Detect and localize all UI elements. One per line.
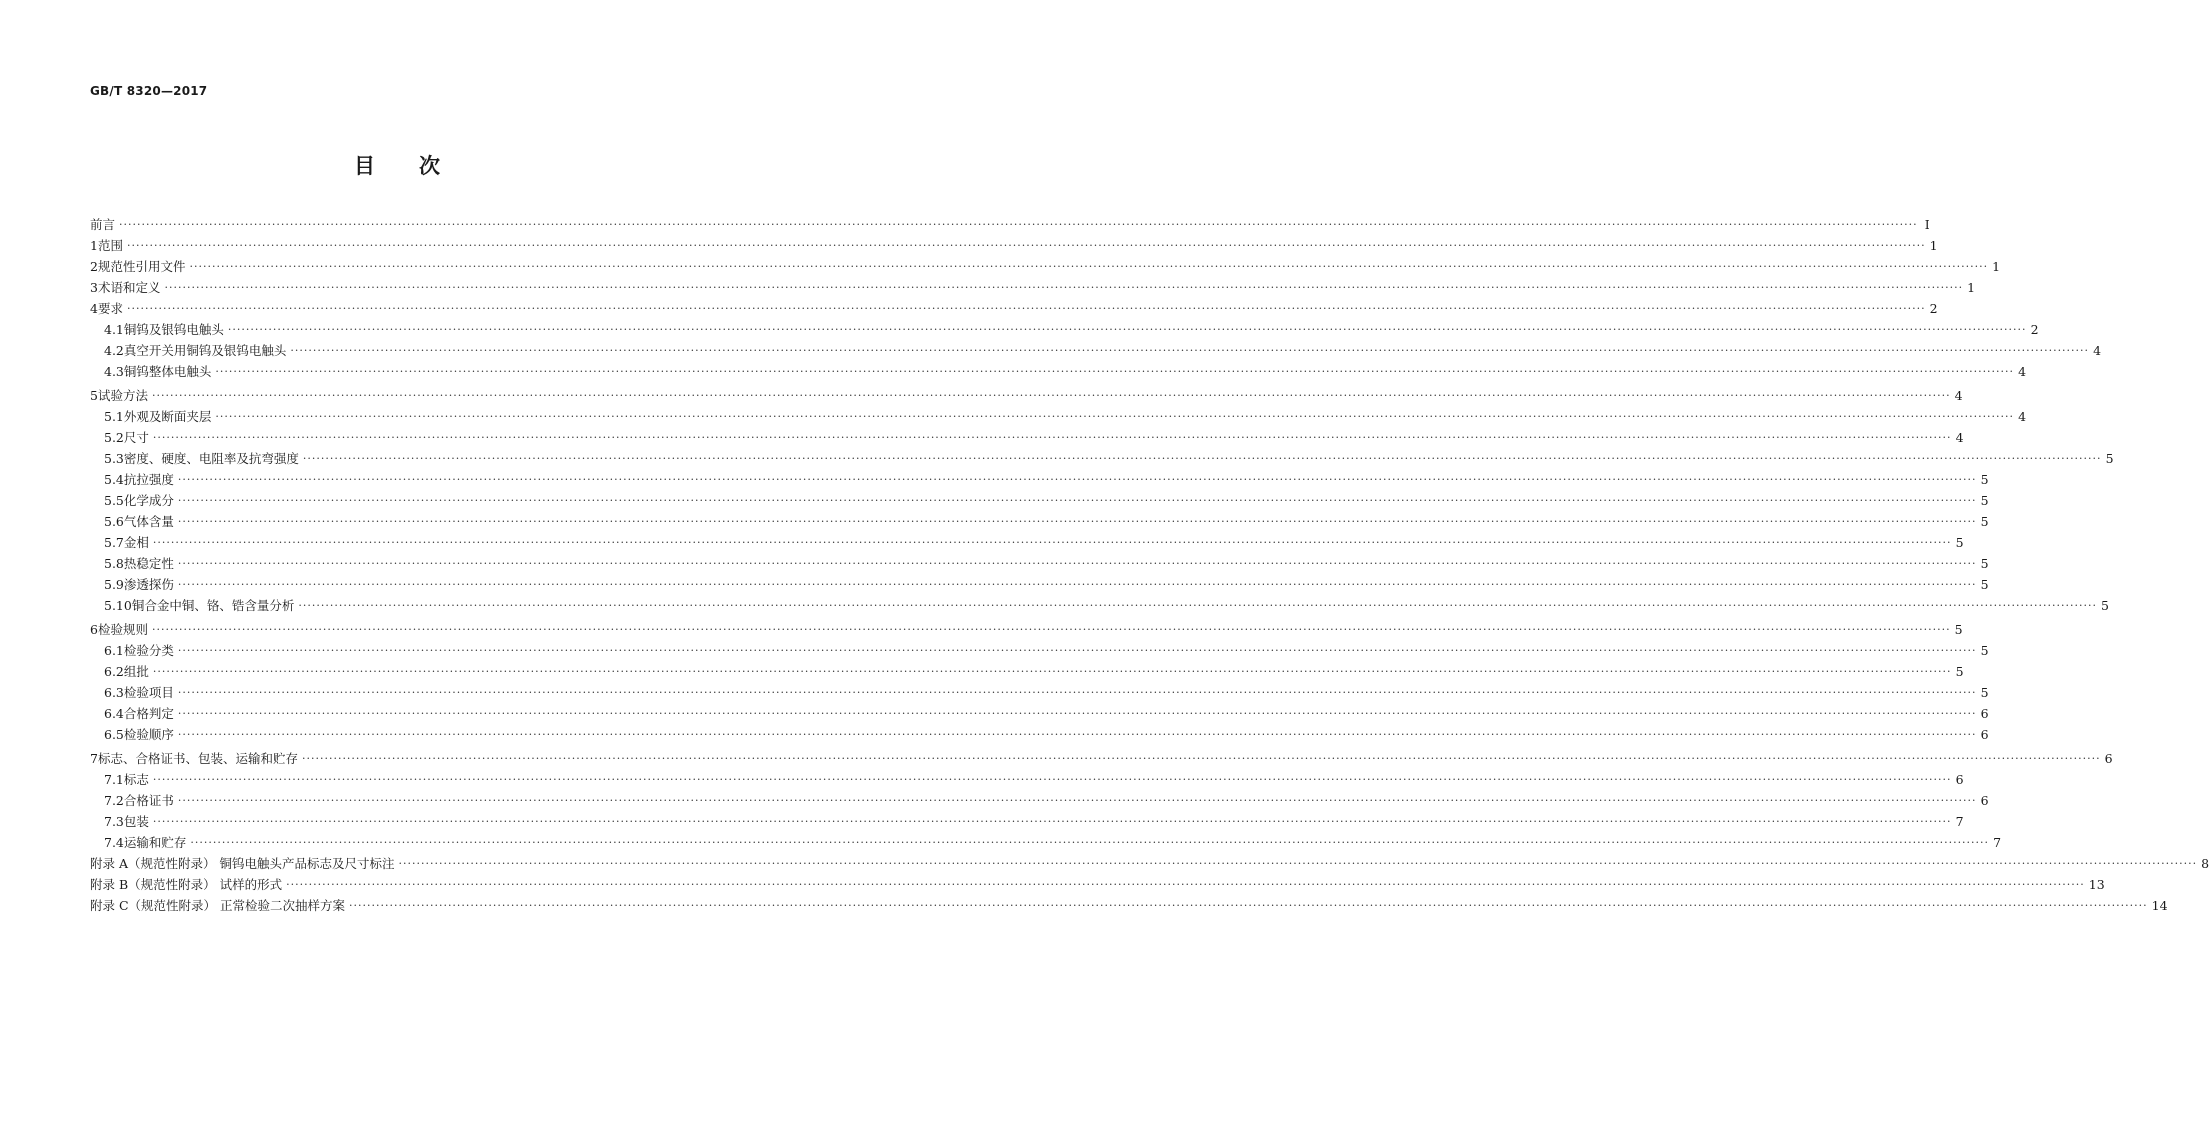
dot-leader: ················································································································································································································································································································································································································ [177, 578, 1977, 591]
dot-leader: ················································································································································································································································································································································································································ [119, 218, 1918, 231]
toc-entry[interactable] [90, 386, 1963, 407]
toc-entry[interactable] [90, 812, 1964, 833]
dot-leader: ················································································································································································································································································································································································································ [177, 473, 1977, 486]
toc-entry-page: 6 [1955, 772, 1964, 787]
toc-entry-number: 7.2 [104, 793, 124, 808]
toc-entry-page: 14 [2151, 898, 2168, 913]
dot-leader: ················································································································································································································································································································································································································ [152, 665, 1952, 678]
toc-entry-number: 7 [90, 751, 98, 766]
toc-entry-page: 4 [2018, 364, 2027, 379]
dot-leader: ················································································································································································································································································································································································································ [177, 494, 1977, 507]
toc-entry-label: 检验顺序 [123, 727, 174, 742]
toc-entry-label: 包装 [123, 814, 149, 829]
toc-entry[interactable] [90, 533, 1964, 554]
toc-entry-label: 气体含量 [123, 514, 174, 529]
toc-entry-page: 2 [1929, 301, 1938, 316]
toc-entry-page: 7 [1993, 835, 2002, 850]
dot-leader: ················································································································································································································································································································································································································ [177, 644, 1977, 657]
toc-entry-label: 范围 [97, 238, 123, 253]
title-char: 目 [354, 154, 375, 178]
toc-entry[interactable] [90, 215, 1930, 236]
toc-entry-page: 6 [1980, 727, 1989, 742]
title-char: 次 [419, 154, 440, 178]
toc-entry[interactable] [90, 278, 1976, 299]
dot-leader: ················································································································································································································································································································································································································ [215, 365, 2015, 378]
dot-leader: ················································································································································································································································································································································································································ [152, 815, 1952, 828]
toc-entry-number: 4.1 [104, 322, 124, 337]
toc-entry-label: 检验项目 [123, 685, 174, 700]
toc-entry-number: 5.2 [104, 430, 124, 445]
toc-entry-page: 6 [2104, 751, 2113, 766]
toc-entry[interactable] [90, 449, 2114, 470]
toc-entry-label: 抗拉强度 [123, 472, 174, 487]
toc-entry-label: 渗透探伤 [123, 577, 174, 592]
toc-entry-page: 1 [1967, 280, 1976, 295]
toc-entry-label: 术语和定义 [97, 280, 161, 295]
toc-entry-number: 7.4 [104, 835, 124, 850]
toc-entry-label: 合格判定 [123, 706, 174, 721]
toc-entry-page: 6 [1980, 706, 1989, 721]
dot-leader: ················································································································································································································································································································································································································ [177, 686, 1977, 699]
toc-entry-page: 5 [1955, 535, 1964, 550]
toc-entry-number: 6.3 [104, 685, 124, 700]
toc-entry[interactable] [90, 554, 1989, 575]
page-title [0, 150, 794, 180]
toc-entry-label: 真空开关用铜钨及银钨电触头 [123, 343, 287, 358]
dot-leader: ················································································································································································································································································································································································································ [151, 389, 1951, 402]
dot-leader: ················································································································································································································································································································································································································ [302, 452, 2102, 465]
toc-entry-label: 检验规则 [97, 622, 148, 637]
toc-entry-number: 5.4 [104, 472, 124, 487]
toc-entry[interactable] [90, 470, 1989, 491]
toc-entry-number: 3 [90, 280, 98, 295]
toc-entry[interactable] [90, 299, 1938, 320]
toc-entry[interactable] [90, 362, 2027, 383]
toc-entry-page: 6 [1980, 793, 1989, 808]
toc-entry[interactable] [90, 341, 2102, 362]
toc-entry-number: 7.1 [104, 772, 124, 787]
toc-entry-number: 5.9 [104, 577, 124, 592]
toc-entry-page: 7 [1955, 814, 1964, 829]
toc-entry-label: 密度、硬度、电阻率及抗弯强度 [123, 451, 299, 466]
toc-entry[interactable] [90, 407, 2027, 428]
toc-entry-label: 附录 A（规范性附录） 铜钨电触头产品标志及尺寸标注 [90, 856, 395, 871]
toc-entry-number: 4.3 [104, 364, 124, 379]
toc-entry-page: 5 [1980, 643, 1989, 658]
toc-entry-number: 5.5 [104, 493, 124, 508]
dot-leader: ················································································································································································································································································································································································································ [215, 410, 2015, 423]
dot-leader: ················································································································································································································································································································································································································ [290, 344, 2090, 357]
toc-entry[interactable] [90, 725, 1989, 746]
dot-leader: ················································································································································································································································································································································································································ [152, 536, 1952, 549]
toc-entry-number: 7.3 [104, 814, 124, 829]
toc-entry-page: 4 [2018, 409, 2027, 424]
dot-leader: ················································································································································································································································································································································································································ [349, 899, 2148, 912]
dot-leader: ················································································································································································································································································································································································································ [177, 515, 1977, 528]
toc-entry-page: 5 [1980, 493, 1989, 508]
toc-entry[interactable] [90, 491, 1989, 512]
toc-entry-label: 检验分类 [123, 643, 174, 658]
toc-entry-label: 标志、合格证书、包装、运输和贮存 [97, 751, 298, 766]
toc-entry-number: 5.6 [104, 514, 124, 529]
toc-entry[interactable] [90, 662, 1964, 683]
toc-entry-page: 1 [1992, 259, 2001, 274]
toc-entry[interactable] [90, 428, 1964, 449]
toc-entry-label: 要求 [97, 301, 123, 316]
toc-entry-label: 铜钨整体电触头 [123, 364, 212, 379]
toc-entry[interactable] [90, 320, 2039, 341]
dot-leader: ················································································································································································································································································································································································································ [164, 281, 1964, 294]
toc-entry[interactable] [90, 683, 1989, 704]
toc-entry[interactable] [90, 875, 2105, 896]
toc-entry-number: 6.1 [104, 643, 124, 658]
toc-entry-page: Ⅰ [1924, 217, 1930, 232]
toc-entry-number: 6.4 [104, 706, 124, 721]
toc-entry[interactable] [90, 833, 2002, 854]
toc-entry-label: 铜合金中铜、铬、锆含量分析 [131, 598, 295, 613]
toc-entry[interactable] [90, 896, 2168, 917]
toc-entry[interactable] [90, 257, 2001, 278]
toc-entry-page: 8 [2201, 856, 2209, 871]
toc-entry[interactable] [90, 791, 1989, 812]
toc-entry-label: 前言 [90, 217, 116, 232]
toc-entry-page: 5 [1980, 577, 1989, 592]
toc-entry-page: 1 [1929, 238, 1938, 253]
toc-entry-label: 试验方法 [97, 388, 148, 403]
dot-leader: ················································································································································································································································································································································································································ [152, 431, 1952, 444]
toc-entry-number: 2 [90, 259, 98, 274]
toc-entry-label: 合格证书 [123, 793, 174, 808]
toc-entry-page: 2 [2030, 322, 2039, 337]
dot-leader: ················································································································································································································································································································································································································ [301, 752, 2101, 765]
dot-leader: ················································································································································································································································································································································································································ [177, 557, 1977, 570]
toc-entry-number: 6 [90, 622, 98, 637]
toc-entry[interactable] [90, 854, 2209, 875]
toc-entry-label: 金相 [123, 535, 149, 550]
toc-entry-number: 1 [90, 238, 98, 253]
toc-entry-page: 5 [1955, 664, 1964, 679]
toc-entry-number: 5 [90, 388, 98, 403]
standard-number: GB/T 8320—2017 [90, 84, 208, 98]
toc-entry[interactable] [90, 704, 1989, 725]
dot-leader: ················································································································································································································································································································································································································ [286, 878, 2085, 891]
dot-leader: ················································································································································································································································································································································································································ [298, 599, 2097, 612]
toc-entry-label: 化学成分 [123, 493, 174, 508]
toc-entry-number: 5.8 [104, 556, 124, 571]
toc-entry-label: 铜钨及银钨电触头 [123, 322, 224, 337]
toc-entry[interactable] [90, 620, 1963, 641]
toc-entry-label: 规范性引用文件 [97, 259, 186, 274]
toc-entry-page: 5 [1980, 685, 1989, 700]
toc-entry-label: 热稳定性 [123, 556, 174, 571]
toc-entry-label: 标志 [123, 772, 149, 787]
toc-entry-number: 6.5 [104, 727, 124, 742]
dot-leader: ················································································································································································································································································································································································································ [152, 773, 1952, 786]
toc-entry[interactable] [90, 236, 1938, 257]
dot-leader: ················································································································································································································································································································································································································ [190, 836, 1990, 849]
toc-entry-page: 4 [1955, 430, 1964, 445]
toc-entry-page: 5 [1954, 622, 1963, 637]
dot-leader: ················································································································································································································································································································································································································ [177, 728, 1977, 741]
toc-entry-page: 5 [1980, 472, 1989, 487]
dot-leader: ················································································································································································································································································································································································································ [177, 707, 1977, 720]
toc-entry-page: 5 [1980, 514, 1989, 529]
toc-entry[interactable] [90, 512, 1989, 533]
toc-entry[interactable] [90, 641, 1989, 662]
toc-entry-number: 5.7 [104, 535, 124, 550]
toc-entry[interactable] [90, 596, 2109, 617]
toc-entry-label: 外观及断面夹层 [123, 409, 212, 424]
toc-entry-label: 运输和贮存 [123, 835, 187, 850]
dot-leader: ················································································································································································································································································································································································································ [189, 260, 1989, 273]
toc-entry-page: 13 [2088, 877, 2105, 892]
toc-entry-number: 4 [90, 301, 98, 316]
toc-entry-page: 5 [2105, 451, 2114, 466]
toc-entry-page: 4 [1954, 388, 1963, 403]
toc-entry-page: 5 [2101, 598, 2109, 613]
toc-entry-label: 附录 B（规范性附录） 试样的形式 [90, 877, 283, 892]
dot-leader: ················································································································································································································································································································································································································ [151, 623, 1951, 636]
toc-entry-number: 5.3 [104, 451, 124, 466]
toc-entry-page: 4 [2093, 343, 2102, 358]
toc-entry-number: 5.10 [104, 598, 132, 613]
toc-entry-number: 6.2 [104, 664, 124, 679]
dot-leader: ················································································································································································································································································································································································································ [227, 323, 2027, 336]
toc-entry-page: 5 [1980, 556, 1989, 571]
dot-leader: ················································································································································································································································································································································································································ [126, 302, 1926, 315]
toc-entry[interactable] [90, 749, 2113, 770]
toc-entry[interactable] [90, 575, 1989, 596]
toc-entry-label: 组批 [123, 664, 149, 679]
dot-leader: ················································································································································································································································································································································································································ [126, 239, 1926, 252]
toc-entry-label: 附录 C（规范性附录） 正常检验二次抽样方案 [90, 898, 346, 913]
toc-entry-number: 5.1 [104, 409, 124, 424]
dot-leader: ················································································································································································································································································································································································································ [177, 794, 1977, 807]
toc-entry-number: 4.2 [104, 343, 124, 358]
table-of-contents [90, 215, 2209, 917]
toc-entry-label: 尺寸 [123, 430, 149, 445]
toc-entry[interactable] [90, 770, 1964, 791]
dot-leader: ················································································································································································································································································································································································································ [398, 857, 2198, 870]
